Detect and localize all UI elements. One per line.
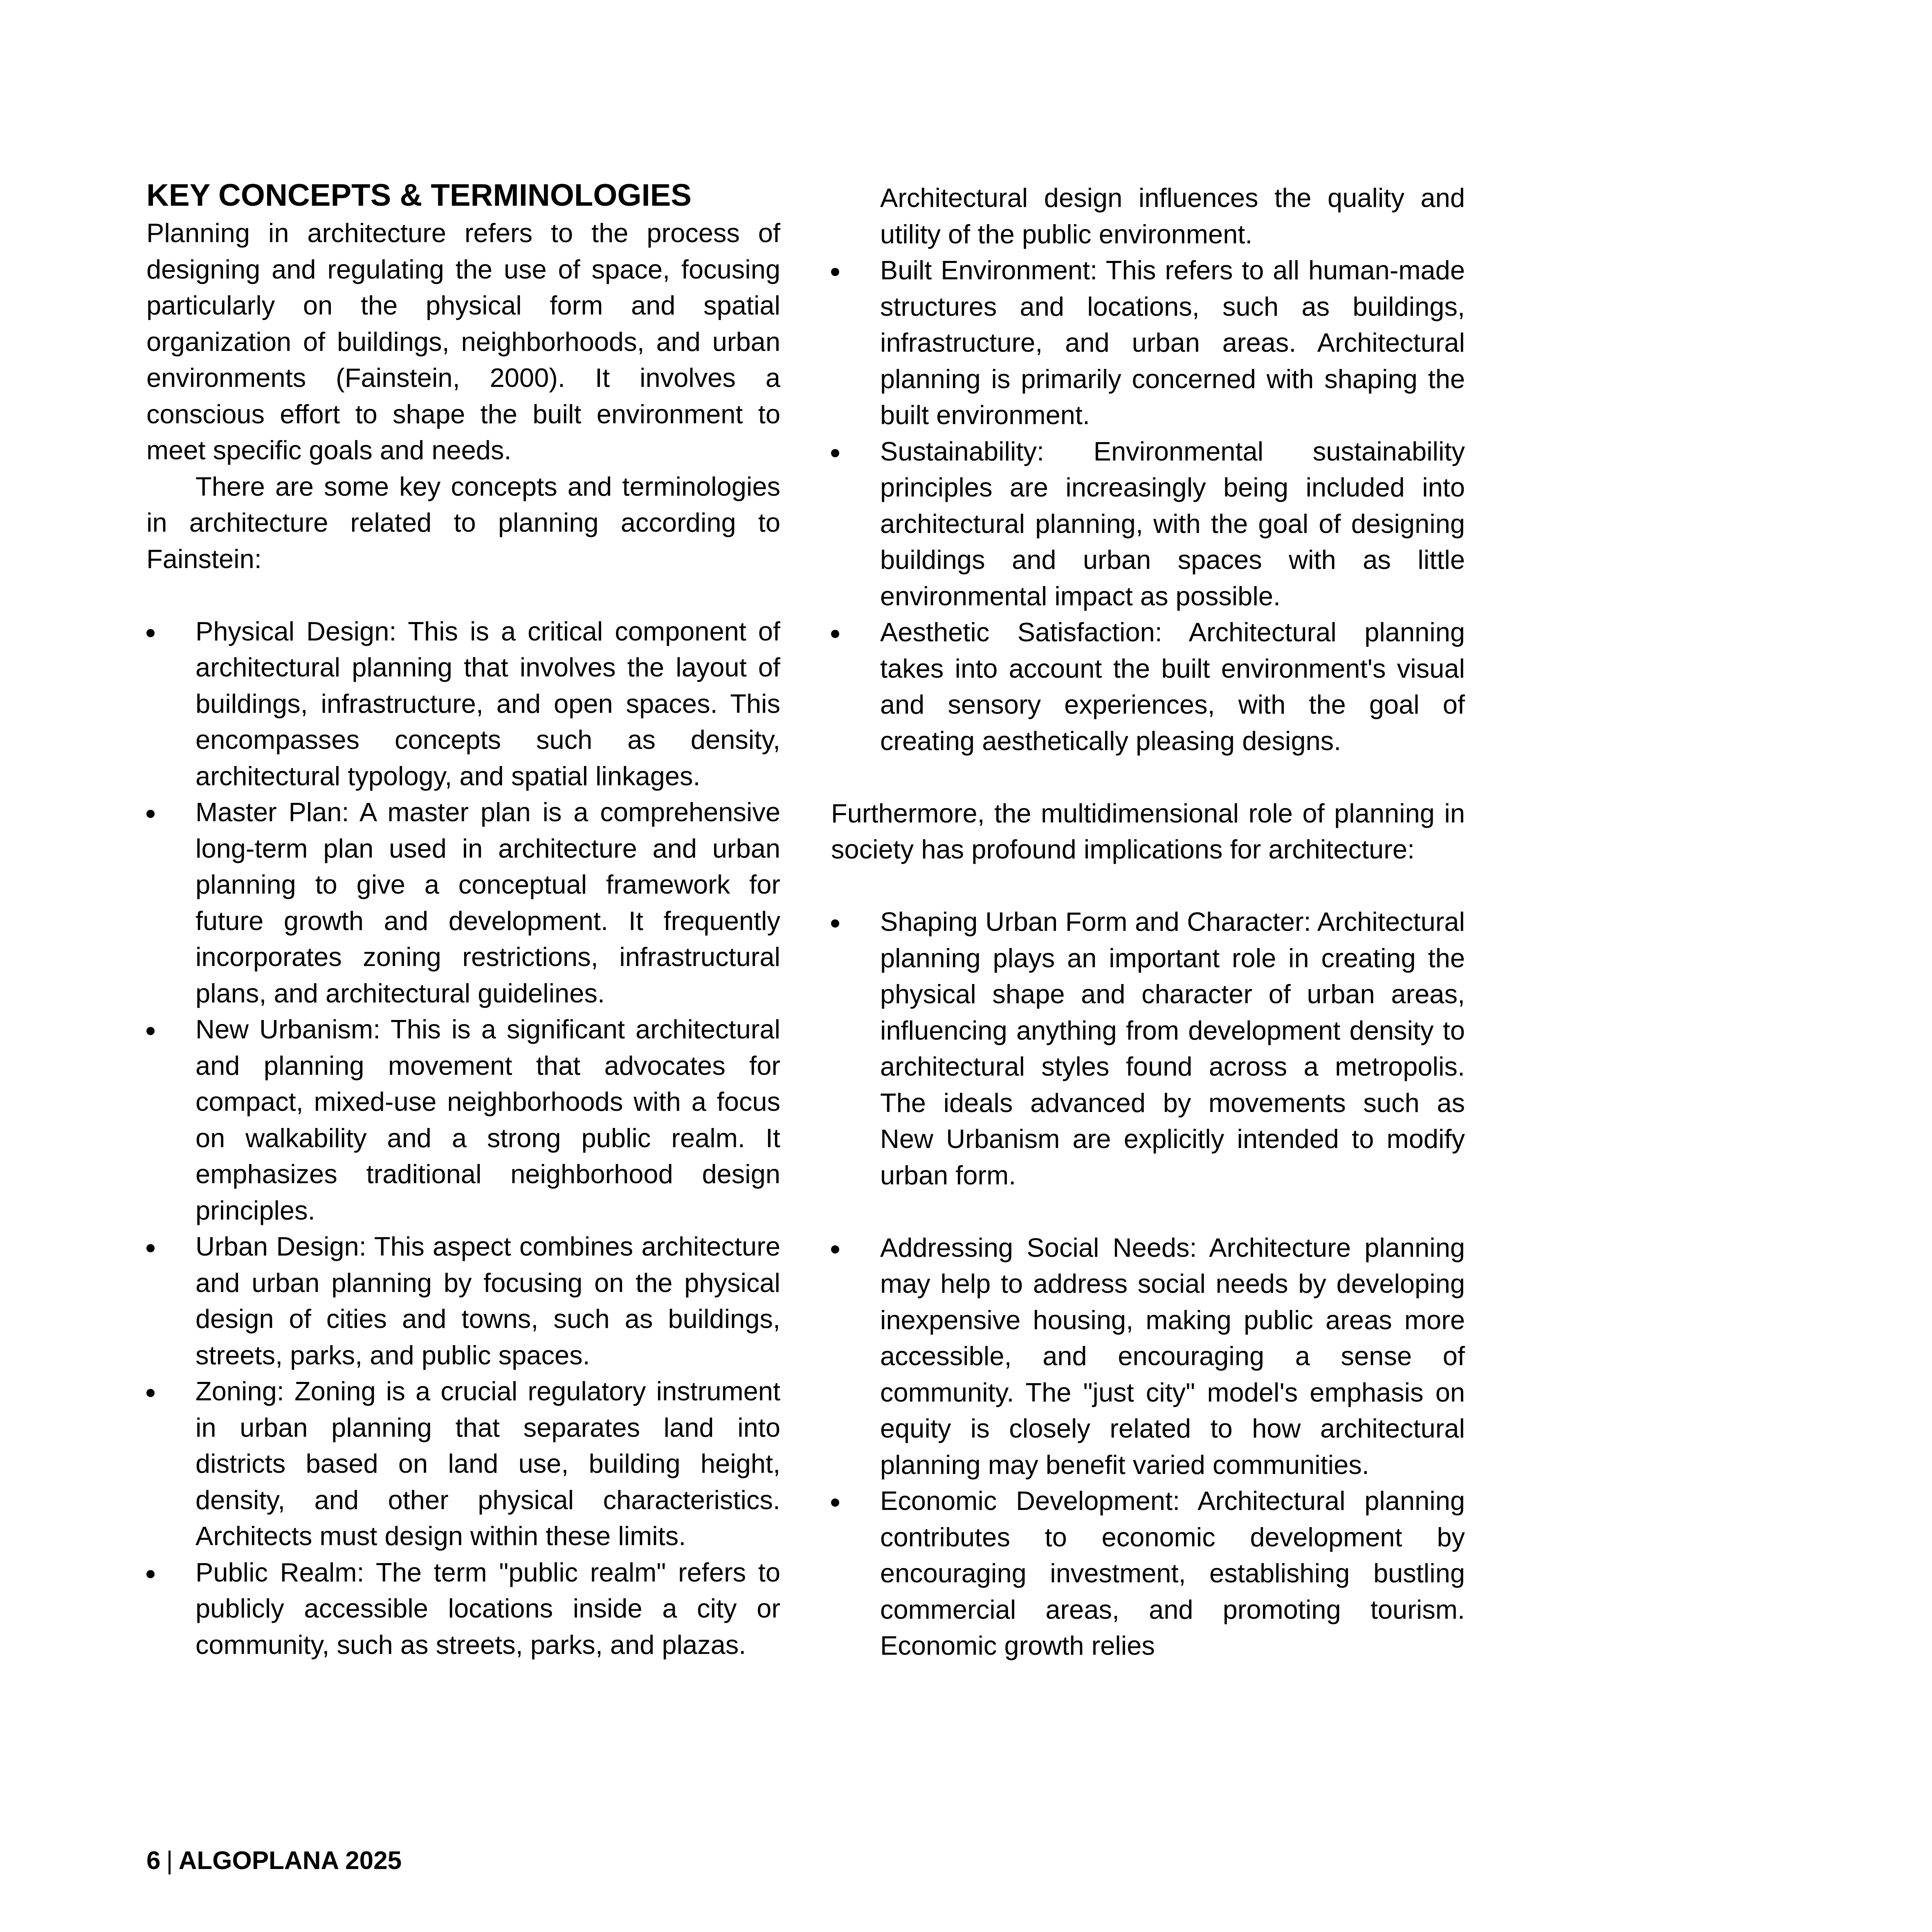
section-heading: KEY CONCEPTS & TERMINOLOGIES: [146, 178, 692, 213]
list-item-text: New Urbanism: This is a significant architectural and planning movement that advocates for compact, mixed-use neighborhoods with a focus on walkability and a strong public realm. It emphasizes traditional neighborhood design principles.: [195, 1014, 780, 1225]
list-item-shaping-urban-form: [831, 904, 1465, 1193]
publication-title: ALGOPLANA 2025: [178, 1847, 402, 1875]
concepts-intro-paragraph: There are some key concepts and terminologies in architecture related to planning according to Fainstein:: [146, 471, 780, 574]
list-item-text: Aesthetic Satisfaction: Architectural planning takes into account the built environment's visual and sensory experiences, with the goal of creating aesthetically pleasing designs.: [880, 617, 1465, 756]
list-item-built-environment: [831, 252, 1465, 434]
list-item-aesthetic-satisfaction: [831, 614, 1465, 759]
list-item-new-urbanism: [146, 1011, 780, 1229]
list-item-text: Public Realm: The term "public realm" refers to publicly accessible locations inside a city or community, such as streets, parks, and plazas.: [195, 1557, 780, 1660]
list-item-text: Shaping Urban Form and Character: Architectural planning plays an important role in creating the physical shape and character of urban areas, influencing anything from development density to architectural styles found across a metropolis. The ideals advanced by movements such as New Urbanism are explicitly intended to modify urban form.: [880, 907, 1465, 1190]
implications-paragraph: Furthermore, the multidimensional role of planning in society has profound implications for architecture:: [831, 798, 1465, 864]
list-item-social-needs: [831, 1230, 1465, 1483]
spacer: [146, 577, 780, 613]
list-item-master-plan: [146, 794, 780, 1011]
concepts-list: [146, 613, 780, 1663]
list-item-text: Addressing Social Needs: Architecture planning may help to address social needs by developing inexpensive housing, making public areas more accessible, and encouraging a sense of community. The "just city" model's emphasis on equity is closely related to how architectural planning may benefit varied communities.: [880, 1232, 1465, 1480]
list-item-text: Physical Design: This is a critical component of architectural planning that involves the layout of buildings, infrastructure, and open spaces. This encompasses concepts such as density, architectural typology, and spatial linkages.: [195, 616, 780, 791]
left-column: [146, 176, 780, 1663]
list-item-text: Economic Development: Architectural planning contributes to economic development by encouraging investment, establishing bustling commercial areas, and promoting tourism. Economic growth relies: [880, 1486, 1465, 1660]
list-item-zoning: [146, 1373, 780, 1555]
bullet-icon: [146, 629, 155, 637]
list-item-economic-development: [831, 1483, 1465, 1664]
continued-text: Architectural design influences the quality and utility of the public environment.: [880, 183, 1465, 249]
bullet-icon: [831, 449, 839, 457]
list-item-text: Master Plan: A master plan is a comprehensive long-term plan used in architecture and urban planning to give a conceptual framework for future growth and development. It frequently incorporates zoning restrictions, infrastructural plans, and architectural guidelines.: [195, 797, 780, 1008]
list-item-text: Sustainability: Environmental sustainability principles are increasingly being included into architectural planning, with the goal of designing buildings and urban spaces with as little environmental impact as possible.: [880, 436, 1465, 611]
spacer: [831, 868, 1465, 904]
right-column: [831, 180, 1465, 1664]
list-item-public-realm: [146, 1555, 780, 1663]
footer-separator: |: [166, 1847, 173, 1875]
bullet-icon: [831, 1498, 839, 1507]
bullet-icon: [831, 919, 839, 928]
list-item-physical-design: [146, 613, 780, 795]
bullet-icon: [146, 1027, 155, 1035]
implications-list-continued: [831, 1230, 1465, 1664]
implications-list: [831, 904, 1465, 1193]
spacer: [831, 759, 1465, 795]
bullet-icon: [831, 268, 839, 276]
bullet-icon: [146, 1389, 155, 1397]
intro-paragraph: Planning in architecture refers to the process of designing and regulating the use of space, focusing particularly on the physical form and spatial organization of buildings, neighborhoods, and urban environments (Fainstein, 2000). It involves a conscious effort to shape the built environment to meet specific goals and needs.: [146, 218, 780, 465]
list-item-sustainability: [831, 434, 1465, 615]
bullet-icon: [831, 630, 839, 638]
list-item-text: Zoning: Zoning is a crucial regulatory instrument in urban planning that separates land into districts based on land use, building height, density, and other physical characteristics. Architects must design within these limits.: [195, 1376, 780, 1551]
spacer: [831, 1193, 1465, 1230]
page-footer: [146, 1844, 402, 1877]
list-item-urban-design: [146, 1229, 780, 1373]
concepts-list-continued: [831, 252, 1465, 759]
bullet-icon: [146, 810, 155, 818]
bullet-icon: [146, 1244, 155, 1252]
page-number: 6: [146, 1847, 161, 1875]
list-item-text: Built Environment: This refers to all human-made structures and locations, such as buildings, infrastructure, and urban areas. Architectural planning is primarily concerned with shaping the built environment.: [880, 255, 1465, 430]
bullet-icon: [146, 1570, 155, 1578]
bullet-icon: [831, 1245, 839, 1254]
list-item-text: Urban Design: This aspect combines architecture and urban planning by focusing on the physical design of cities and towns, such as buildings, streets, parks, and public spaces.: [195, 1231, 780, 1370]
